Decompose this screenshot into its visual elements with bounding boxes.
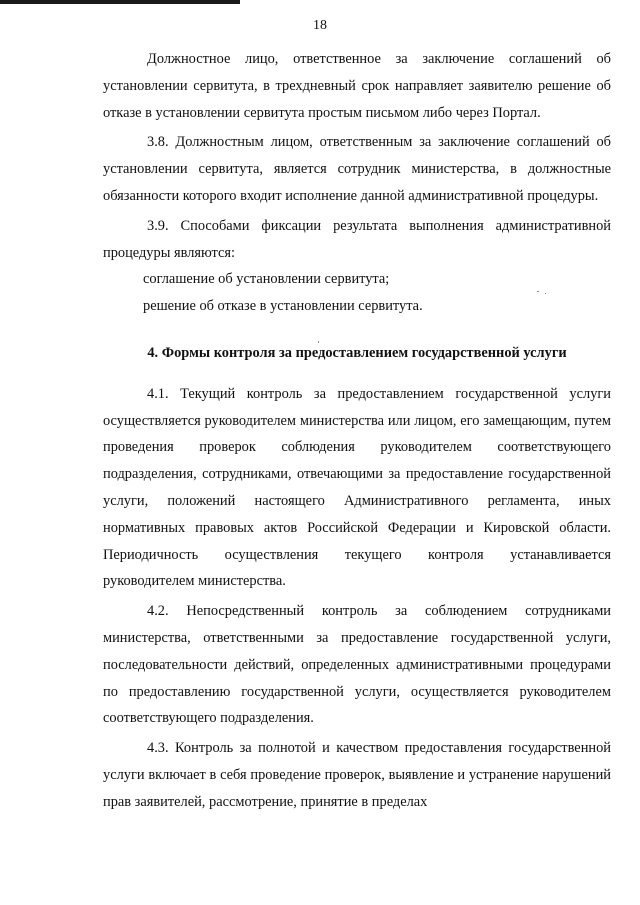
- paragraph-4-1: 4.1. Текущий контроль за предоставлением государственной услуги осуществляется руководителем министерства или лицом, его замещающим, путем проведения проверок соблюдения руководителем соответствующего подразделения, сотрудниками, отвечающими за предоставление государственной услуги, положений настоящего Административного регламента, иных нормативных правовых актов Российской Федерации и Кировской области. Периодичность осуществления текущего контроля устанавливается руководителем министерства.: [103, 385, 611, 590]
- list-item-agreement: соглашение об установлении сервитута;: [143, 271, 390, 288]
- list-item-refusal: решение об отказе в установлении сервитута.: [143, 298, 423, 315]
- page-number: 18: [313, 18, 327, 33]
- scan-speck: [545, 293, 546, 294]
- paragraph-3-8: 3.8. Должностным лицом, ответственным за заключение соглашений об установлении сервитута, является сотрудник министерства, в должностные обязанности которого входит исполнение данной административной процедуры.: [103, 134, 611, 204]
- scan-speck: [537, 291, 539, 292]
- scan-edge-bar: [0, 0, 240, 4]
- paragraph-4-3: 4.3. Контроль за полнотой и качеством предоставления государственной услуги включает в себя проведение проверок, выявление и устранение нарушений прав заявителей, рассмотрение, принятие в пределах: [103, 740, 611, 810]
- paragraph-refusal-notice: Должностное лицо, ответственное за заключение соглашений об установлении сервитута, в трехдневный срок направляет заявителю решение об отказе в установлении сервитута простым письмом либо через Портал.: [103, 51, 611, 121]
- paragraph-4-2: 4.2. Непосредственный контроль за соблюдением сотрудниками министерства, ответственными за предоставление государственной услуги, последовательности действий, определенных административными процедурами по предоставлению государственной услуги, осуществляется руководителем соответствующего подразделения.: [103, 603, 611, 727]
- paragraph-3-9: 3.9. Способами фиксации результата выполнения административной процедуры являются:: [103, 217, 611, 261]
- section-heading: 4. Формы контроля за предоставлением государственной услуги: [147, 344, 567, 361]
- document-body: [103, 46, 611, 816]
- scan-speck: [318, 341, 319, 343]
